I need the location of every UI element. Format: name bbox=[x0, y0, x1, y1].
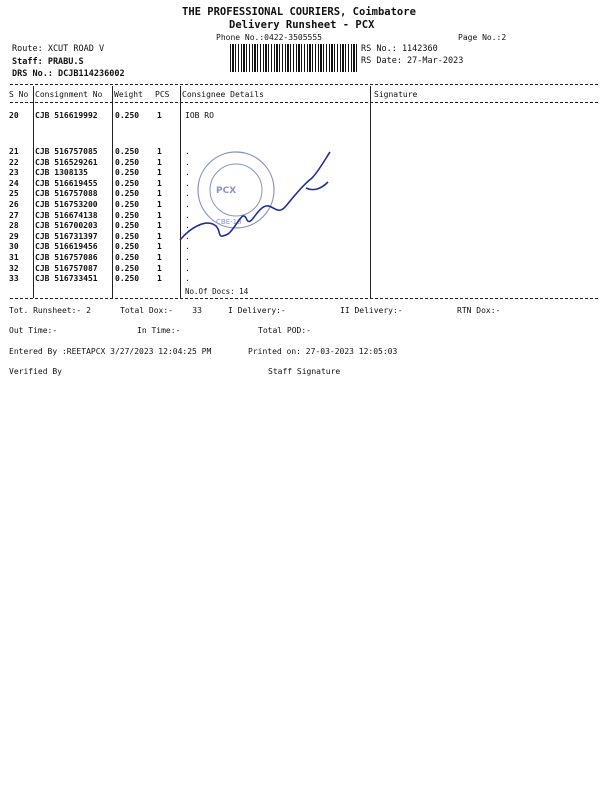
cell-cons: CJB 516757086 bbox=[35, 253, 98, 262]
delivery-stamp-and-signature bbox=[176, 148, 356, 258]
out-time: Out Time:- bbox=[9, 326, 58, 335]
cell-weight: 0.250 bbox=[115, 178, 140, 188]
cell-sno: 26 bbox=[9, 200, 19, 209]
cell-details: . bbox=[185, 168, 190, 178]
cell-consignee: IOB RO bbox=[185, 111, 214, 120]
column-divider bbox=[33, 86, 34, 298]
cell-details: . bbox=[185, 210, 190, 220]
docs-count: No.Of Docs: 14 bbox=[185, 287, 249, 296]
svg-text:CBE-18: CBE-18 bbox=[216, 218, 242, 226]
cell-pcs: 1 bbox=[157, 157, 162, 167]
cell-sno: 31 bbox=[9, 253, 19, 262]
verified-by: Verified By bbox=[9, 367, 62, 376]
phone-number: Phone No.:0422-3505555 bbox=[216, 33, 322, 42]
cell-details: . bbox=[185, 253, 190, 262]
cell-weight: 0.250 bbox=[115, 147, 140, 156]
col-header-pcs: PCS bbox=[155, 90, 170, 99]
rs-number: RS No.: 1142360 bbox=[361, 44, 438, 54]
cell-weight: 0.250 bbox=[115, 210, 140, 220]
cell-cons: CJB 516619455 bbox=[35, 178, 98, 188]
cell-sno: 22 bbox=[9, 157, 19, 167]
cell-weight: 0.250 bbox=[115, 231, 140, 241]
cell-sno: 30 bbox=[9, 242, 19, 252]
cell-sno: 28 bbox=[9, 221, 19, 231]
cell-pcs: 1 bbox=[157, 189, 162, 199]
svg-text:PCX: PCX bbox=[216, 186, 237, 196]
cell-sno: 29 bbox=[9, 231, 19, 241]
signature-icon bbox=[180, 152, 330, 240]
cell-details: . bbox=[185, 242, 190, 252]
cell-pcs: 1 bbox=[157, 210, 162, 220]
barcode bbox=[230, 44, 357, 72]
cell-pcs: 1 bbox=[157, 263, 162, 273]
col-header-sno: S No bbox=[9, 90, 29, 99]
cell-pcs: 1 bbox=[157, 178, 162, 188]
cell-pcs: 1 bbox=[157, 147, 162, 156]
cell-pcs: 1 bbox=[157, 168, 162, 178]
cell-cons: CJB 516757088 bbox=[35, 189, 98, 199]
cell-pcs: 1 bbox=[157, 274, 162, 284]
cell-sno: 23 bbox=[9, 168, 19, 178]
staff: Staff: PRABU.S bbox=[12, 57, 84, 67]
cell-details: . bbox=[185, 189, 190, 199]
cell-weight: 0.250 bbox=[115, 111, 140, 120]
col-header-signature: Signature bbox=[374, 90, 418, 99]
total-pod: Total POD:- bbox=[258, 326, 311, 335]
cell-pcs: 1 bbox=[157, 231, 162, 241]
table-header-rule bbox=[10, 102, 598, 103]
cell-cons: CJB 516731397 bbox=[35, 231, 98, 241]
column-divider bbox=[112, 86, 113, 298]
cell-cons: CJB 516529261 bbox=[35, 157, 98, 167]
cell-weight: 0.250 bbox=[115, 253, 140, 262]
column-divider bbox=[370, 86, 371, 298]
cell-consignment: CJB 516619992 bbox=[35, 111, 98, 120]
cell-sno: 20 bbox=[9, 111, 19, 120]
cell-sno: 32 bbox=[9, 263, 19, 273]
document-title: Delivery Runsheet - PCX bbox=[229, 19, 375, 31]
cell-sno: 21 bbox=[9, 147, 19, 156]
cell-cons: CJB 1308135 bbox=[35, 168, 88, 178]
cell-pcs: 1 bbox=[157, 242, 162, 252]
first-delivery: I Delivery:- bbox=[228, 306, 286, 315]
total-dox: Total Dox:- 33 bbox=[120, 306, 202, 315]
cell-details: . bbox=[185, 263, 190, 273]
col-header-consignment: Consignment No bbox=[35, 90, 103, 99]
second-delivery: II Delivery:- bbox=[340, 306, 403, 315]
cell-details: . bbox=[185, 178, 190, 188]
cell-weight: 0.250 bbox=[115, 274, 140, 284]
cell-weight: 0.250 bbox=[115, 189, 140, 199]
stamp-icon bbox=[198, 152, 274, 228]
cell-details: . bbox=[185, 157, 190, 167]
page-number: Page No.:2 bbox=[458, 33, 507, 42]
col-header-consignee: Consignee Details bbox=[182, 90, 264, 99]
cell-sno: 25 bbox=[9, 189, 19, 199]
entered-by: Entered By :REETAPCX 3/27/2023 12:04:25 PM bbox=[9, 347, 212, 356]
return-dox: RTN Dox:- bbox=[457, 306, 501, 315]
cell-cons: CJB 516757087 bbox=[35, 263, 98, 273]
printed-on: Printed on: 27-03-2023 12:05:03 bbox=[248, 347, 398, 356]
cell-pcs: 1 bbox=[157, 221, 162, 231]
cell-weight: 0.250 bbox=[115, 157, 140, 167]
cell-weight: 0.250 bbox=[115, 168, 140, 178]
cell-pcs: 1 bbox=[157, 200, 162, 209]
cell-details: . bbox=[185, 231, 190, 241]
cell-pcs: 1 bbox=[157, 253, 162, 262]
cell-details: . bbox=[185, 147, 190, 156]
cell-details: . bbox=[185, 221, 190, 231]
cell-details: . bbox=[185, 274, 190, 284]
table-bottom-rule bbox=[10, 298, 598, 299]
cell-cons: CJB 516733451 bbox=[35, 274, 98, 284]
cell-weight: 0.250 bbox=[115, 221, 140, 231]
cell-cons: CJB 516700203 bbox=[35, 221, 98, 231]
cell-cons: CJB 516757085 bbox=[35, 147, 98, 156]
cell-sno: 33 bbox=[9, 274, 19, 284]
cell-sno: 24 bbox=[9, 178, 19, 188]
total-runsheet: Tot. Runsheet:- 2 bbox=[9, 306, 91, 315]
cell-cons: CJB 516619456 bbox=[35, 242, 98, 252]
cell-weight: 0.250 bbox=[115, 242, 140, 252]
cell-cons: CJB 516674138 bbox=[35, 210, 98, 220]
route: Route: XCUT ROAD V bbox=[12, 44, 105, 54]
staff-signature: Staff Signature bbox=[268, 367, 341, 376]
cell-sno: 27 bbox=[9, 210, 19, 220]
in-time: In Time:- bbox=[137, 326, 181, 335]
cell-pcs: 1 bbox=[157, 111, 162, 120]
cell-weight: 0.250 bbox=[115, 200, 140, 209]
drs-number: DRS No.: DCJB114236002 bbox=[12, 69, 125, 79]
cell-details: . bbox=[185, 200, 190, 209]
col-header-weight: Weight bbox=[114, 90, 143, 99]
table-top-rule bbox=[10, 84, 598, 85]
cell-weight: 0.250 bbox=[115, 263, 140, 273]
company-title: THE PROFESSIONAL COURIERS, Coimbatore bbox=[182, 6, 416, 18]
cell-cons: CJB 516753200 bbox=[35, 200, 98, 209]
rs-date: RS Date: 27-Mar-2023 bbox=[361, 56, 464, 66]
